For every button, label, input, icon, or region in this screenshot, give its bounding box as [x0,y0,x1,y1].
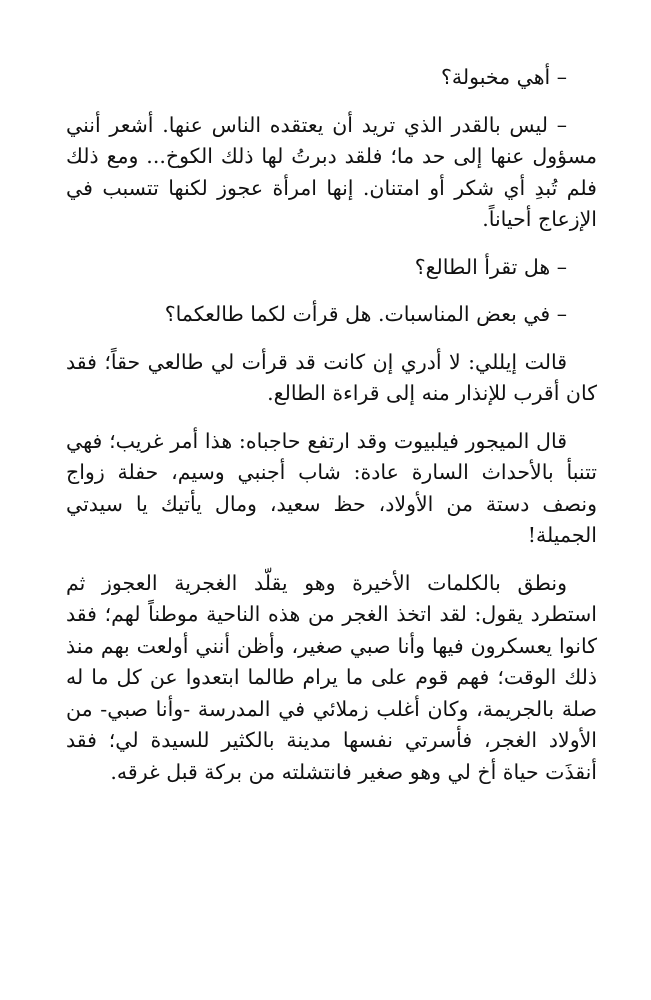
dialogue-line: – ليس بالقدر الذي تريد أن يعتقده الناس عنها. أشعر أنني مسؤول عنها إلى حد ما؛ فلقد دبرتُ لها ذلك الكوخ... ومع ذلك فلم تُبدِ أي شكر أو امتنان. إنها امرأة عجوز لكنها تتسبب في الإزعاج أحياناً. [66,112,597,231]
narrative-paragraph: قال الميجور فيلبيوت وقد ارتفع حاجباه: هذا أمر غريب؛ فهي تتنبأ بالأحداث السارة عادة: شاب أجنبي وسيم، حفلة زواج ونصف دستة من الأولاد، حظ سعيد، ومال يأتيك يا سيدتي الجميلة! [66,428,597,547]
dialogue-line: – أهي مخبولة؟ [441,65,567,89]
narrative-paragraph: ونطق بالكلمات الأخيرة وهو يقلّد الغجرية العجوز ثم استطرد يقول: لقد اتخذ الغجر من هذه الناحية موطناً لهم؛ فقد كانوا يعسكرون فيها وأنا صبي صغير، وأظن أنني أولعت بهم منذ ذلك الوقت؛ فهم قوم على ما يرام طالما ابتعدوا عن كل ما له صلة بالجريمة، وكان أغلب زملائي في المدرسة -وأنا صبي- من الأولاد الغجر، فأسرتي نفسها مدينة بالكثير للسيدة لي؛ فقد أنقذَت حياة أخ لي وهو صغير فانتشلته من بركة قبل غرقه. [66,570,597,784]
dialogue-line: – في بعض المناسبات. هل قرأت لكما طالعكما؟ [164,302,567,326]
narrative-paragraph: قالت إيللي: لا أدري إن كانت قد قرأت لي طالعي حقاً؛ فقد كان أقرب للإنذار منه إلى قراءة الطالع. [66,349,597,405]
dialogue-line: – هل تقرأ الطالع؟ [414,254,567,279]
